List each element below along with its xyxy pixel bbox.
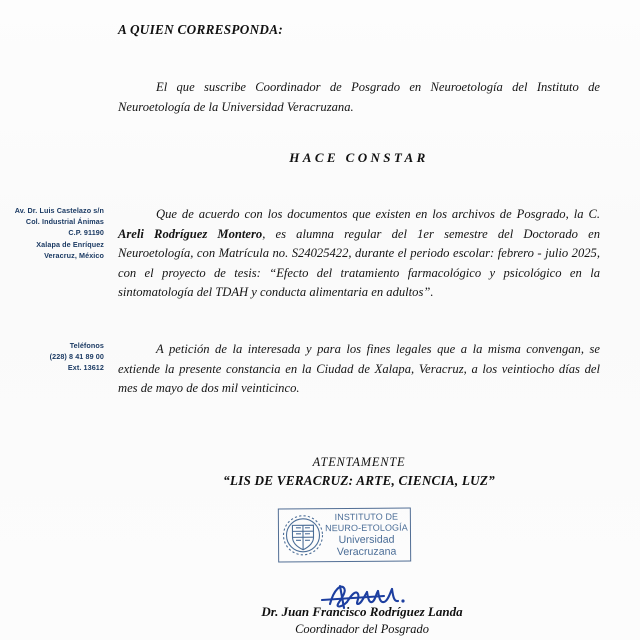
- letterhead-sidebar: [0, 0, 112, 640]
- paragraph-closing-statement: A petición de la interesada y para los fines legales que a la misma convengan, se extiende la presente constancia en la Ciudad de Xalapa, Veracruz, a los veintiocho días del mes de mayo de dos mil veinticinco.: [118, 342, 600, 395]
- phone-number: (228) 8 41 89 00: [49, 352, 104, 362]
- address-line-2: Col. Industrial Ánimas: [25, 217, 104, 227]
- official-stamp: [278, 508, 411, 563]
- paragraph-student-lead: Que de acuerdo con los documentos que existen en los archivos de Posgrado, la C.: [156, 207, 600, 221]
- address-line-1: Av. Dr. Luis Castelazo s/n: [14, 206, 104, 215]
- address-line-4: Xalapa de Enríquez: [36, 239, 104, 249]
- institutional-motto: “LIS DE VERACRUZ: ARTE, CIENCIA, LUZ”: [223, 473, 495, 488]
- student-name: Areli Rodríguez Montero: [118, 226, 263, 241]
- paragraph-student-details: [118, 205, 600, 303]
- stamp-line-universidad: Universidad: [338, 533, 395, 546]
- university-crest-icon: [281, 512, 325, 558]
- stamp-line-department: NEURO-ETOLOGÍA: [325, 522, 408, 534]
- stamp-line-institute: INSTITUTO DE: [334, 512, 399, 523]
- paragraph-student-rest: , es alumna regular del 1er semestre del Doctorado en Neuroetología, con Matrícula no. S24025422, durante el periodo escolar: febrero - julio 2025, con el proyecto de tesis: “Efecto del tratamiento farmacológico y psicológico en la sintomatología del TDAH y conducta alimentaria en adultos”.: [118, 226, 600, 299]
- phone-label: Teléfonos: [69, 341, 104, 350]
- paragraph-introduction: El que suscribe Coordinador de Posgrado en Neuroetología del Instituto de Neuroetología de la Universidad Veracruzana.: [118, 80, 600, 114]
- phone-extension: Ext. 13612: [67, 363, 104, 373]
- stamp-line-veracruzana: Veracruzana: [336, 545, 397, 558]
- signatory-role: Coordinador del Posgrado: [295, 622, 429, 636]
- addressee-line: A QUIEN CORRESPONDA:: [118, 22, 284, 37]
- declaration-heading: HACE CONSTAR: [289, 150, 429, 165]
- letterhead-phone-block: [4, 340, 104, 374]
- address-line-5: Veracruz, México: [44, 250, 104, 260]
- address-line-3: C.P. 91190: [68, 228, 104, 238]
- atentamente-label: ATENTAMENTE: [312, 455, 406, 469]
- closing-block: [118, 455, 600, 489]
- stamp-text-block: [325, 512, 410, 558]
- signatory-name: Dr. Juan Francisco Rodríguez Landa: [261, 604, 463, 619]
- signature-block: [118, 584, 606, 636]
- letterhead-address-block: [4, 205, 104, 261]
